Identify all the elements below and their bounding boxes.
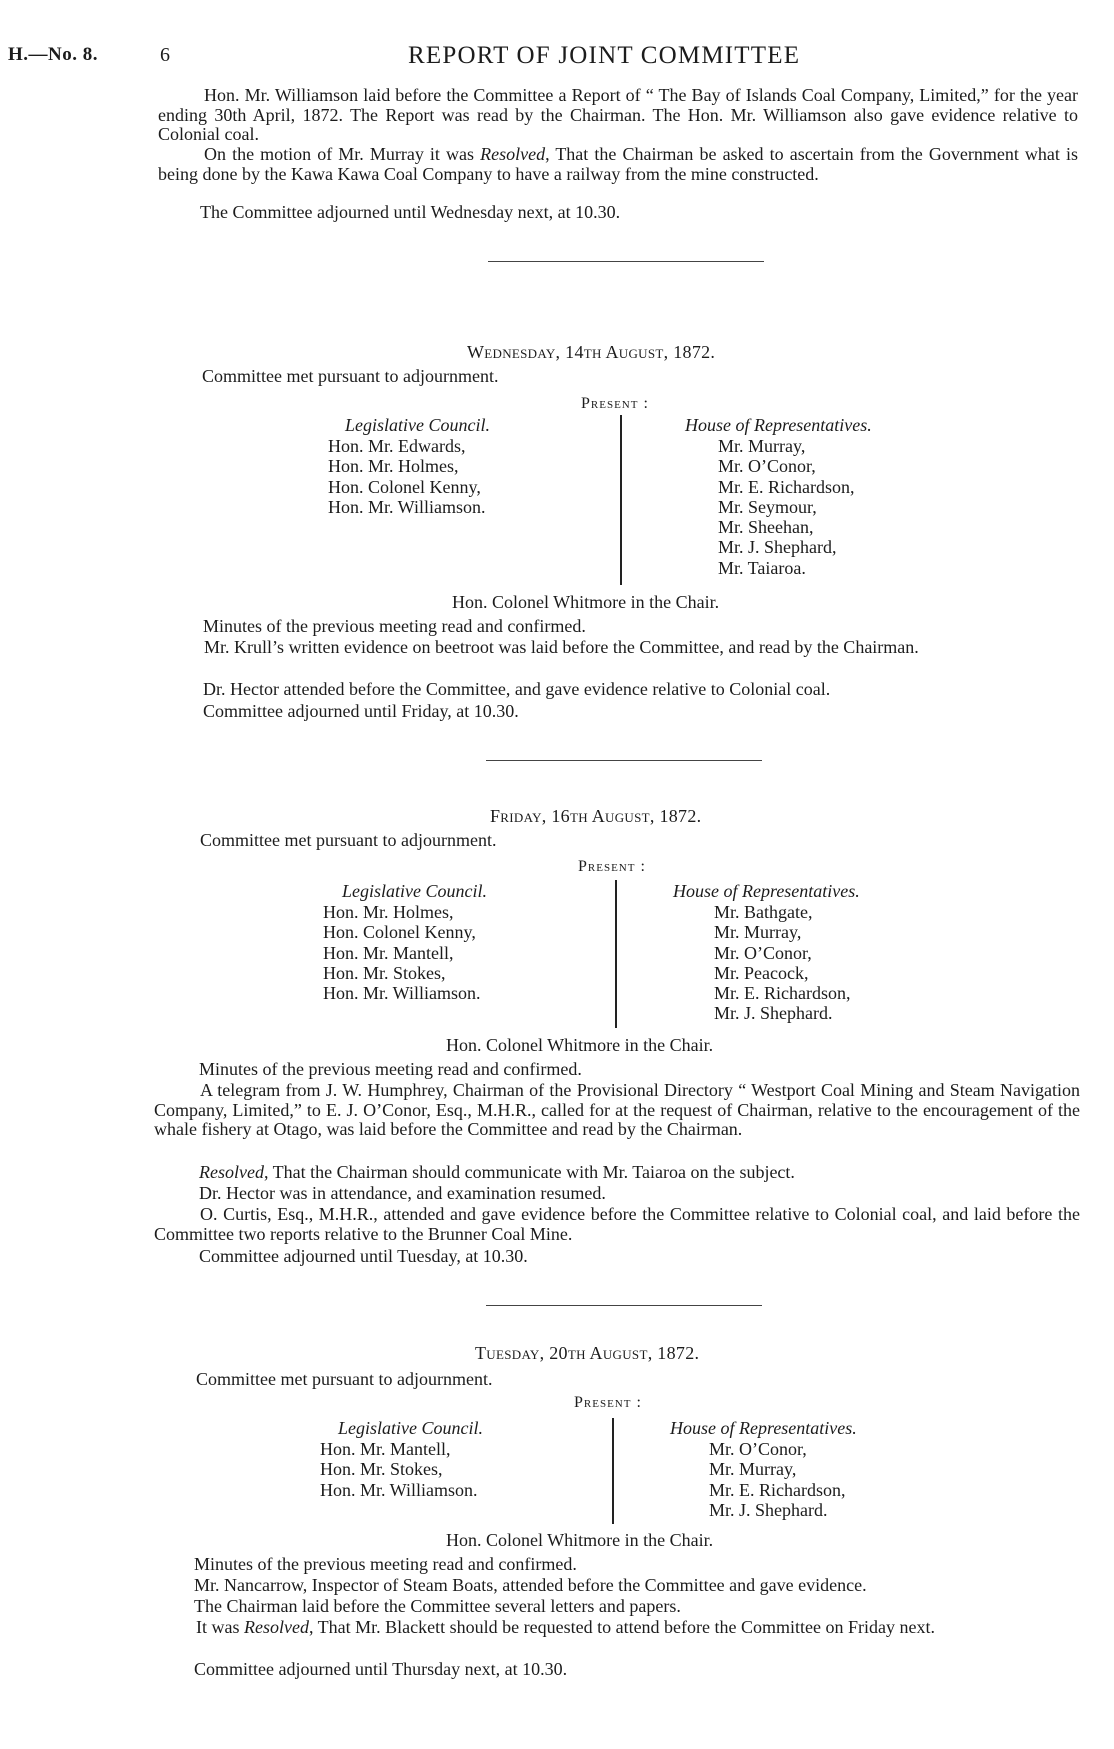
council-heading: Legislative Council.	[345, 415, 490, 435]
meeting-paragraph: Dr. Hector was in attendance, and examination resumed.	[199, 1183, 606, 1203]
meeting-paragraph: Minutes of the previous meeting read and confirmed.	[203, 616, 586, 636]
meeting-paragraph: A telegram from J. W. Humphrey, Chairman of the Provisional Directory “ Westport Coal Mining and Steam Navigation Company, Limited,” to E. J. O’Conor, Esq., M.H.R., called for at the request of Chairman, relative to the encouragement of the whale fishery at Otago, was laid before the Committee and read by the Chairman.	[154, 1080, 1080, 1139]
house-heading: House of Representatives.	[685, 415, 872, 435]
meeting-paragraph: Minutes of the previous meeting read and confirmed.	[199, 1059, 582, 1079]
meeting-date: Wednesday, 14th August, 1872.	[467, 342, 716, 362]
page-number: 6	[160, 44, 170, 66]
member: Hon. Mr. Stokes,	[323, 962, 446, 983]
council-heading: Legislative Council.	[342, 881, 487, 901]
column-separator	[612, 1418, 614, 1524]
page-header	[8, 40, 1008, 70]
council-members	[320, 1439, 477, 1500]
member: Mr. Murray,	[714, 922, 802, 943]
member: Mr. O’Conor,	[718, 456, 816, 477]
chair-line: Hon. Colonel Whitmore in the Chair.	[446, 1530, 714, 1550]
page-title: REPORT OF JOINT COMMITTEE	[408, 42, 801, 69]
member: Mr. E. Richardson,	[718, 476, 855, 497]
council-members	[323, 902, 480, 1003]
member: Hon. Mr. Edwards,	[328, 436, 466, 456]
meeting-adjournment: Committee adjourned until Friday, at 10.30.	[203, 701, 519, 721]
council-members	[328, 436, 485, 517]
member: Mr. Sheehan,	[718, 517, 814, 538]
chair-line: Hon. Colonel Whitmore in the Chair.	[452, 592, 720, 612]
member: Hon. Mr. Mantell,	[323, 942, 454, 963]
meeting-opening: Committee met pursuant to adjournment.	[196, 1369, 493, 1389]
meeting-adjournment: Committee adjourned until Thursday next, at 10.30.	[194, 1659, 568, 1679]
member: Mr. J. Shephard.	[709, 1499, 828, 1520]
member: Mr. E. Richardson,	[714, 983, 851, 1004]
present-heading: Present :	[578, 858, 646, 875]
member: Mr. Murray,	[718, 436, 806, 456]
chair-line: Hon. Colonel Whitmore in the Chair.	[446, 1035, 714, 1055]
intro-adjournment: The Committee adjourned until Wednesday next, at 10.30.	[200, 202, 621, 222]
member: Hon. Mr. Holmes,	[323, 902, 454, 922]
meeting-opening: Committee met pursuant to adjournment.	[200, 830, 497, 850]
paper-reference: H.—No. 8.	[8, 44, 98, 65]
intro-paragraph-1: Hon. Mr. Williamson laid before the Committee a Report of “ The Bay of Islands Coal Company, Limited,” for the year ending 30th April, 1872. The Report was read by the Chairman. The Hon. Mr. Williamson also gave evidence relative to Colonial coal.	[158, 85, 1078, 144]
meeting-paragraph: It was Resolved, That Mr. Blackett should be requested to attend before the Committee on Friday next.	[196, 1617, 935, 1637]
meeting-opening: Committee met pursuant to adjournment.	[202, 366, 499, 386]
section-divider	[486, 760, 762, 761]
member: Mr. O’Conor,	[714, 942, 812, 963]
member: Mr. Murray,	[709, 1459, 797, 1480]
member: Mr. J. Shephard,	[718, 537, 837, 558]
meeting-paragraph: Mr. Krull’s written evidence on beetroot was laid before the Committee, and read by the Chairman.	[204, 637, 919, 657]
member: Mr. Seymour,	[718, 496, 817, 517]
member: Mr. Bathgate,	[714, 902, 813, 922]
present-heading: Present :	[574, 1394, 642, 1411]
member: Hon. Mr. Williamson.	[320, 1479, 478, 1500]
member: Hon. Mr. Holmes,	[328, 456, 459, 477]
member: Mr. E. Richardson,	[709, 1479, 846, 1500]
member: Hon. Mr. Williamson.	[328, 496, 486, 517]
house-heading: House of Representatives.	[673, 881, 860, 901]
member: Hon. Colonel Kenny,	[328, 476, 481, 497]
meeting-paragraph: Mr. Nancarrow, Inspector of Steam Boats, attended before the Committee and gave evidence.	[194, 1575, 867, 1595]
member: Hon. Colonel Kenny,	[323, 922, 476, 943]
meeting-date: Friday, 16th August, 1872.	[490, 806, 702, 826]
section-divider	[488, 261, 764, 262]
member: Mr. O’Conor,	[709, 1439, 807, 1459]
meeting-paragraph: Minutes of the previous meeting read and confirmed.	[194, 1554, 577, 1574]
house-members	[718, 436, 855, 578]
meeting-date: Tuesday, 20th August, 1872.	[475, 1343, 700, 1363]
house-members	[709, 1439, 846, 1520]
column-separator	[620, 415, 622, 585]
house-heading: House of Representatives.	[670, 1418, 857, 1438]
section-divider	[486, 1305, 762, 1306]
member: Mr. Taiaroa.	[718, 557, 806, 578]
council-heading: Legislative Council.	[338, 1418, 483, 1438]
meeting-paragraph: Resolved, That the Chairman should communicate with Mr. Taiaroa on the subject.	[199, 1162, 795, 1182]
present-heading: Present :	[581, 395, 649, 412]
meeting-paragraph: O. Curtis, Esq., M.H.R., attended and gave evidence before the Committee relative to Colonial coal, and laid before the Committee two reports relative to the Brunner Coal Mine.	[154, 1204, 1080, 1244]
member: Hon. Mr. Mantell,	[320, 1439, 451, 1459]
meeting-paragraph: Dr. Hector attended before the Committee, and gave evidence relative to Colonial coal.	[203, 679, 831, 699]
house-members	[714, 902, 851, 1024]
intro-paragraph-2: On the motion of Mr. Murray it was Resolved, That the Chairman be asked to ascertain from the Government what is being done by the Kawa Kawa Coal Company to have a railway from the mine constructed.	[158, 144, 1078, 184]
column-separator	[615, 880, 617, 1028]
member: Hon. Mr. Stokes,	[320, 1459, 443, 1480]
meeting-adjournment: Committee adjourned until Tuesday, at 10.30.	[199, 1246, 528, 1266]
member: Hon. Mr. Williamson.	[323, 983, 481, 1004]
meeting-paragraph: The Chairman laid before the Committee several letters and papers.	[194, 1596, 681, 1616]
member: Mr. J. Shephard.	[714, 1003, 833, 1024]
member: Mr. Peacock,	[714, 962, 809, 983]
